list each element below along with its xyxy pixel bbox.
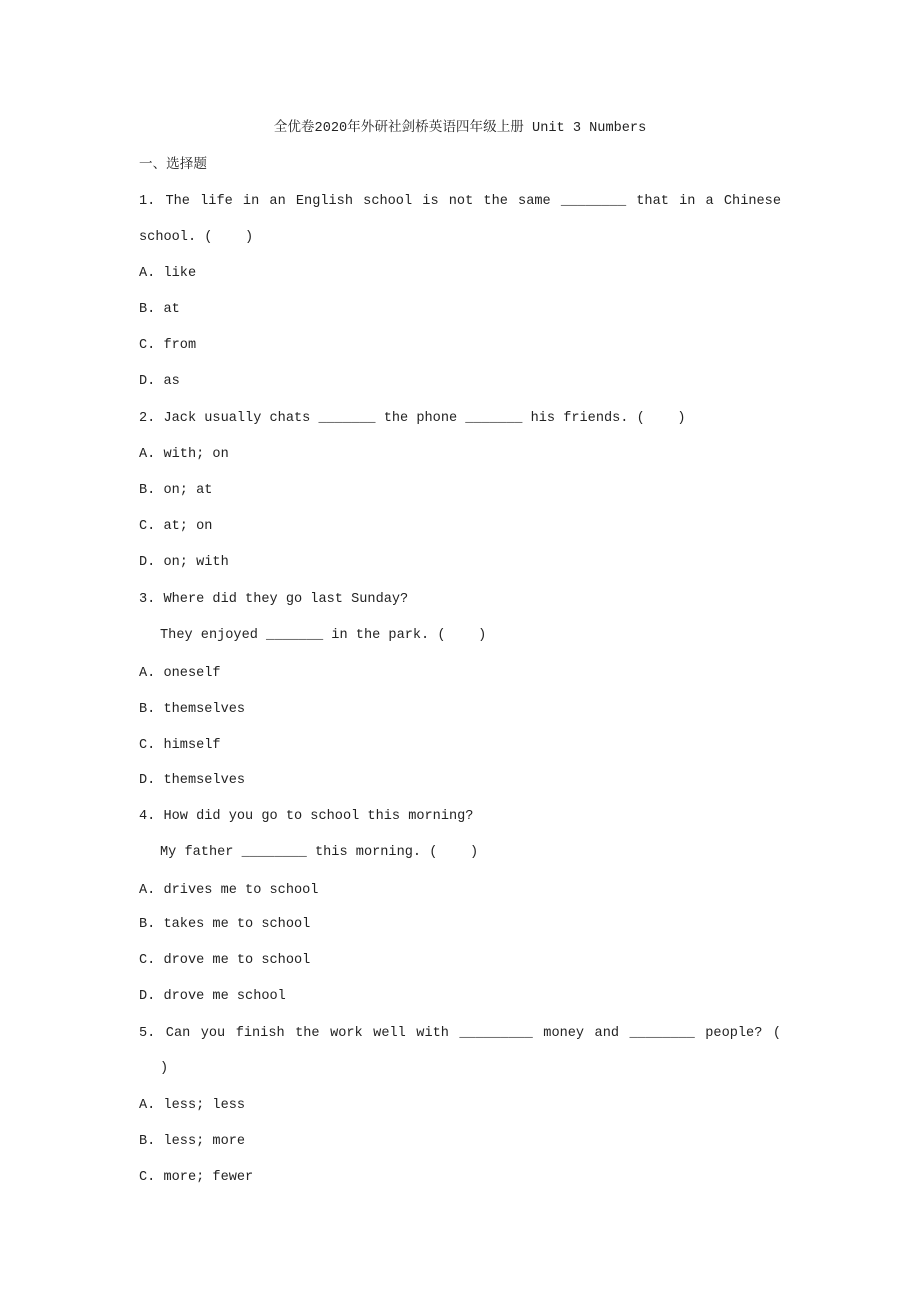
q2-option-a: A. with; on (139, 447, 229, 462)
question-3-cont: They enjoyed _______ in the park. ( ) (160, 628, 487, 643)
q3-option-b: B. themselves (139, 702, 246, 717)
q2-option-c: C. at; on (139, 519, 213, 534)
question-1-cont: school. ( ) (139, 230, 254, 245)
q5-option-b: B. less; more (139, 1134, 246, 1149)
q1-option-b: B. at (139, 302, 180, 317)
q4-option-c: C. drove me to school (139, 953, 311, 968)
question-3: 3. Where did they go last Sunday? (139, 592, 409, 607)
document-title: 全优卷2020年外研社剑桥英语四年级上册 Unit 3 Numbers (273, 121, 647, 136)
q4-option-d: D. drove me school (139, 989, 286, 1004)
q2-option-d: D. on; with (139, 555, 229, 570)
question-2: 2. Jack usually chats _______ the phone _______ his friends. ( ) (139, 411, 686, 426)
q3-option-d: D. themselves (139, 773, 246, 788)
q5-option-a: A. less; less (139, 1098, 246, 1113)
q5-option-c: C. more; fewer (139, 1170, 254, 1185)
q1-option-d: D. as (139, 374, 180, 389)
q4-option-a: A. drives me to school (139, 883, 319, 898)
section-heading: 一、选择题 (139, 158, 207, 173)
question-4: 4. How did you go to school this morning? (139, 809, 474, 824)
q1-option-c: C. from (139, 338, 197, 353)
q3-option-a: A. oneself (139, 666, 221, 681)
question-5-cont: ) (160, 1061, 169, 1076)
q1-option-a: A. like (139, 266, 197, 281)
question-4-cont: My father ________ this morning. ( ) (160, 845, 479, 860)
question-5: 5. Can you finish the work well with _________ money and ________ people? ( (139, 1026, 781, 1041)
q4-option-b: B. takes me to school (139, 917, 311, 932)
q3-option-c: C. himself (139, 738, 221, 753)
question-1: 1. The life in an English school is not the same ________ that in a Chinese (139, 194, 781, 209)
q2-option-b: B. on; at (139, 483, 213, 498)
